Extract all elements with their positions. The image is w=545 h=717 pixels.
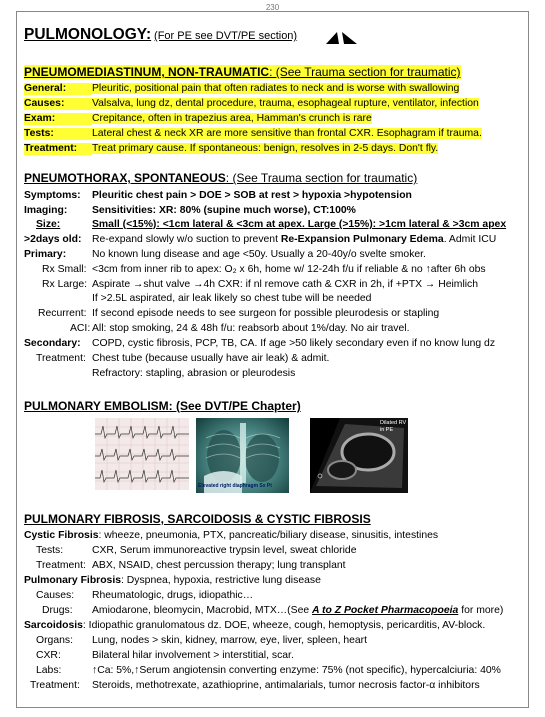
symptoms-text: Pleuritic chest pain > DOE > SOB at rest > hypoxia >hypotension — [92, 190, 412, 201]
organs-label: Organs: — [36, 635, 73, 646]
size-label: Size: — [36, 219, 61, 230]
recurrent-label: Recurrent: — [38, 308, 87, 319]
rxlarge-label: Rx Large: — [42, 279, 88, 290]
imaging-label: Imaging: — [24, 205, 68, 216]
pneumothorax-heading: PNEUMOTHORAX, SPONTANEOUS: (See Trauma section for traumatic) — [24, 171, 418, 185]
secondary-label: Secondary: — [24, 338, 81, 349]
imaging-text: Sensitivities: XR: 80% (supine much worse), CT:100% — [92, 205, 356, 216]
cf-line: Cystic Fibrosis: wheeze, pneumonia, PTX, pancreatic/biliary disease, sinusitis, intestines — [24, 530, 439, 541]
refractory-text: Refractory: stapling, abrasion or pleurodesis — [92, 368, 296, 379]
sarc-line: Sarcoidosis: Idiopathic granulomatous dz. DOE, wheeze, cough, hemoptysis, pericarditis, AV-block. — [24, 620, 486, 631]
causes-label: Causes: — [36, 590, 75, 601]
fibrosis-heading: PULMONARY FIBROSIS, SARCOIDOSIS & CYSTIC FIBROSIS — [24, 512, 371, 526]
symptoms-label: Symptoms: — [24, 190, 81, 201]
recurrent-text: If second episode needs to see surgeon for possible pleurodesis or stapling — [92, 308, 440, 319]
treatment-text: Chest tube (because usually have air leak) & admit. — [92, 353, 330, 364]
size-text: Small (<15%): <1cm lateral & <3cm at apex. Large (>15%): >1cm lateral & >3cm apex — [92, 219, 507, 230]
rxlarge-text: Aspirate →shut valve →4h CXR: if nl remove cath & CXR in 2h, if +PTX → Heimlich — [92, 279, 479, 290]
pneumomediastinum-label: Exam: — [24, 113, 92, 125]
primary-text: No known lung disease and age <50y. Usually a 20-40y/o svelte smoker. — [92, 249, 426, 260]
aci-text: All: stop smoking, 24 & 48h f/u: reabsorb about 1%/day. No air travel. — [92, 323, 410, 334]
rxsmall-text: <3cm from inner rib to apex: O₂ x 6h, home w/ 12-24h f/u if reliable & no ↑after 6h obs — [92, 264, 486, 275]
cf-tests-text: CXR, Serum immunoreactive trypsin level, sweat chloride — [92, 545, 357, 556]
cxr-label: CXR: — [36, 650, 61, 661]
title-text: PULMONOLOGY: — [24, 26, 152, 43]
aci-label: ACI: — [70, 323, 91, 334]
pneumomediastinum-label: General: — [24, 83, 92, 95]
drugs-label: Drugs: — [42, 605, 73, 616]
pneumomediastinum-label: Treatment: — [24, 143, 92, 155]
chest-xray-image — [196, 418, 289, 493]
rxsmall-label: Rx Small: — [42, 264, 87, 275]
pneumomediastinum-text: Crepitance, often in trapezius area, Hamman's crunch is rare — [92, 113, 372, 124]
echo-caption: Dilated RV in PE — [380, 420, 407, 433]
old-label: >2days old: — [24, 234, 82, 245]
pneumomediastinum-heading: PNEUMOMEDIASTINUM, NON-TRAUMATIC: (See Trauma section for traumatic) — [24, 65, 461, 79]
secondary-text: COPD, cystic fibrosis, PCP, TB, CA. If age >50 likely secondary even if no know lung dz — [92, 338, 496, 349]
organs-text: Lung, nodes > skin, kidney, marrow, eye, liver, spleen, heart — [92, 635, 368, 646]
labs-label: Labs: — [36, 665, 62, 676]
cxr-text: Bilateral hilar involvement > interstitial, scar. — [92, 650, 294, 661]
xray-caption: Elevated right diaphragm Sx Pt — [198, 483, 272, 489]
echo-image — [310, 418, 408, 493]
pneumomediastinum-label: Tests: — [24, 128, 92, 140]
treatment-label: Treatment: — [36, 353, 86, 364]
title-note: (For PE see DVT/PE section) — [154, 30, 298, 42]
sarc-treatment-label: Treatment: — [30, 680, 80, 691]
ecg-image — [95, 418, 189, 490]
cf-tests-label: Tests: — [36, 545, 64, 556]
page-title — [24, 26, 298, 43]
drugs-text: Amiodarone, bleomycin, Macrobid, MTX…(See A to Z Pocket Pharmacopoeia for more) — [92, 605, 504, 616]
pneumomediastinum-label: Causes: — [24, 98, 92, 110]
old-text: Re-expand slowly w/o suction to prevent Re-Expansion Pulmonary Edema. Admit ICU — [92, 234, 497, 245]
pe-heading: PULMONARY EMBOLISM: (See DVT/PE Chapter) — [24, 399, 301, 413]
pf-line: Pulmonary Fibrosis: Dyspnea, hypoxia, restrictive lung disease — [24, 575, 321, 586]
pneumomediastinum-text: Pleuritic, positional pain that often radiates to neck and is worse with swallowing — [92, 83, 460, 94]
causes-text: Rheumatologic, drugs, idiopathic… — [92, 590, 254, 601]
sarc-treatment-text: Steroids, methotrexate, azathioprine, antimalarials, tumor necrosis factor-α inhibitors — [92, 680, 480, 691]
pneumomediastinum-text: Treat primary cause. If spontaneous: benign, resolves in 2-5 days. Don't fly. — [92, 143, 439, 154]
cf-treatment-label: Treatment: — [36, 560, 86, 571]
cf-treatment-text: ABX, NSAID, chest percussion therapy; lung transplant — [92, 560, 346, 571]
pneumomediastinum-text: Valsalva, lung dz, dental procedure, trauma, esophageal rupture, ventilator, infection — [92, 98, 479, 109]
pneumomediastinum-text: Lateral chest & neck XR are more sensitive than frontal CXR. Esophagram if trauma. — [92, 128, 482, 139]
labs-text: ↑Ca: 5%,↑Serum angiotensin converting enzyme: 75% (not specific), hypercalciuria: 40% — [92, 665, 501, 676]
nav-arrows-icon — [326, 31, 360, 45]
page-number: 230 — [265, 3, 280, 12]
primary-label: Primary: — [24, 249, 67, 260]
rxlarge-text-2: If >2.5L aspirated, air leak likely so chest tube will be needed — [92, 293, 372, 304]
